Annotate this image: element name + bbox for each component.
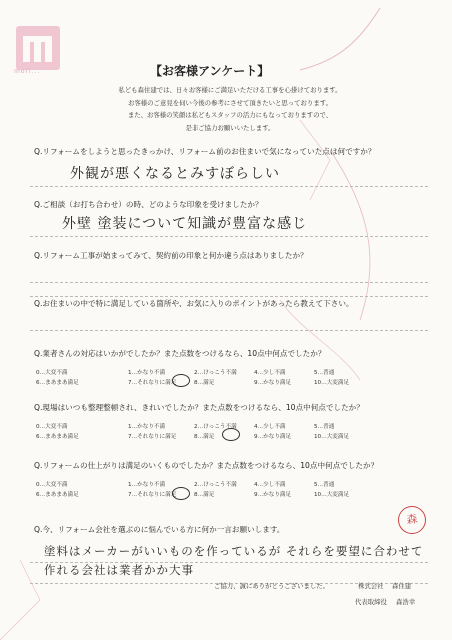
answer-line (30, 330, 428, 331)
handwritten-answer: 塗料はメーカーがいいものを作っているが それらを要望に合わせて (44, 544, 424, 558)
scale-option: 0…大変不満 (36, 424, 68, 430)
handwritten-answer: 外壁 塗装について知識が豊富な感じ (62, 216, 308, 232)
company-logo (16, 26, 60, 70)
rating-question-label: Q.業者さんの対応はいかがでしたか？また点数をつけるなら、10点中何点でしたか？ (34, 349, 326, 358)
scale-option: 5…普通 (314, 370, 335, 376)
answer-line (30, 282, 428, 283)
question-label: Q.お住まいの中で特に満足している箇所や、お気に入りのポイントがあったら教えて下さい。 (34, 299, 354, 308)
handwritten-answer: 外観が悪くなるとみすぼらしい (70, 166, 280, 182)
answer-line (30, 236, 428, 237)
rating-scale (36, 422, 366, 440)
scale-option: 8…満足 (194, 434, 215, 440)
scale-option: 2…けっこう不満 (194, 482, 237, 488)
scale-option: 5…普通 (314, 482, 335, 488)
question-label: Q.リフォーム工事が始まってみて、契約前の印象と何か違う点はありましたか？ (34, 251, 308, 260)
selected-circle (172, 487, 190, 500)
scale-option: 4…少し不満 (254, 370, 286, 376)
scale-option: 0…大変不満 (36, 482, 68, 488)
rating-scale (36, 480, 366, 498)
scale-option: 9…かなり満足 (254, 492, 292, 498)
scale-option: 1…かなり不満 (128, 482, 166, 488)
question-label: Q.リフォームをしようと思ったきっかけ、リフォーム前のお住まいで気になっていた点は何ですか？ (34, 147, 376, 156)
page-title: 【お客様アンケート】 (150, 64, 270, 78)
rating-question-label: Q.リフォームの仕上がりは満足のいくものでしたか？また点数をつけるなら、10点中何点でしたか？ (34, 461, 379, 470)
scale-option: 1…かなり不満 (128, 424, 166, 430)
scale-option: 8…満足 (194, 492, 215, 498)
rating-question-label: Q.現場はいつも整理整頓され、きれいでしたか？また点数をつけるなら、10点中何点でしたか？ (34, 403, 364, 412)
scale-option: 4…少し不満 (254, 482, 286, 488)
scale-option: 6…まあまあ満足 (36, 434, 79, 440)
scale-option: 0…大変不満 (36, 370, 68, 376)
scale-option: 9…かなり満足 (254, 434, 292, 440)
intro-line: また、お客様の笑顔は私どもスタッフの活力にもなっておりますので、 (127, 111, 333, 119)
intro-line: 私ども森住建では、日々お客様にご満足いただける工事を心掛けております。 (118, 86, 342, 94)
rep-name: 森浩幸 (396, 598, 416, 606)
rep-title: 代表取締役 (355, 598, 387, 606)
intro-line: お客様のご意見を伺い今後の参考にさせて頂きたいと思っております。 (128, 98, 332, 107)
rating-scale (36, 368, 366, 386)
thanks-text: ご協力、誠にありがとうございました。 (214, 582, 330, 590)
scale-option: 6…まあまあ満足 (36, 380, 79, 386)
selected-circle (172, 374, 190, 387)
scale-option: 7…それなりに満足 (128, 492, 177, 498)
company-name: 森住建 (392, 582, 412, 590)
scale-option: 1…かなり不満 (128, 370, 166, 376)
scale-option: 2…けっこう不満 (194, 370, 237, 376)
scale-option: 5…普通 (314, 424, 335, 430)
intro-text (50, 84, 410, 134)
selected-circle (222, 428, 240, 441)
intro-line: 是非ご協力お願いいたします。 (185, 123, 275, 132)
scale-option: 10…大変満足 (314, 492, 350, 498)
answer-line (30, 296, 428, 297)
red-stamp: 森 (396, 504, 428, 536)
question-label: Q.今、リフォーム会社を選ぶのに悩んでいる方に何か一言お願いします。 (34, 525, 285, 534)
logo-caption: mori... (14, 68, 41, 75)
answer-line (30, 186, 428, 187)
scale-option: 8…満足 (194, 380, 215, 386)
scale-option: 10…大変満足 (314, 380, 350, 386)
handwritten-answer: 作れる会社は業者かか大事 (44, 563, 194, 577)
scale-option: 9…かなり満足 (254, 380, 292, 386)
scale-option: 7…それなりに満足 (128, 380, 177, 386)
scale-option: 6…まあまあ満足 (36, 492, 79, 498)
question-label: Q.ご相談（お打ち合わせ）の時、どのような印象を受けましたか？ (34, 200, 263, 209)
scale-option: 4…少し不満 (254, 424, 286, 430)
scale-option: 7…それなりに満足 (128, 434, 177, 440)
scale-option: 2…けっこう不満 (194, 424, 237, 430)
company-prefix: 株式会社 (358, 582, 384, 590)
scale-option: 10…大変満足 (314, 434, 350, 440)
